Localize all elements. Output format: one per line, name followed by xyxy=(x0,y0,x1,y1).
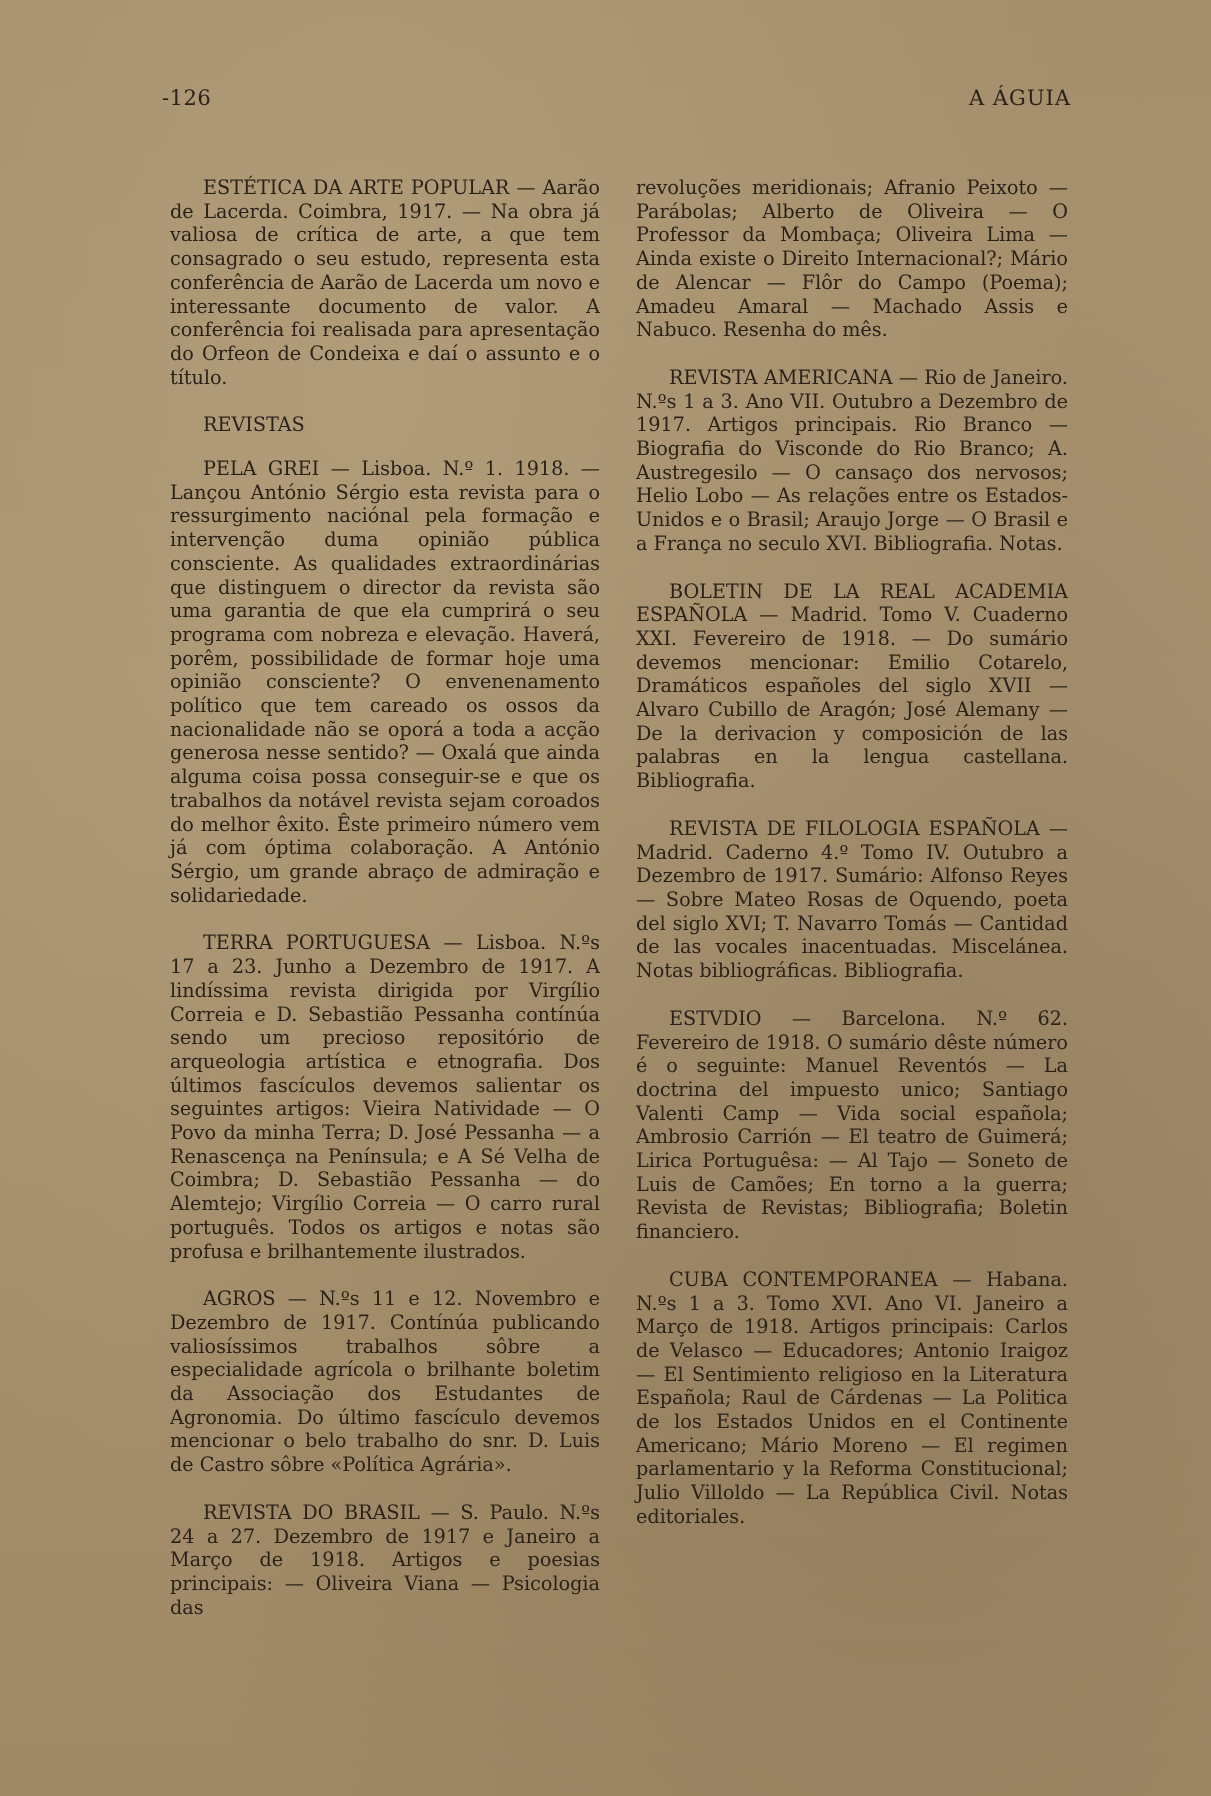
review-pela-grei: PELA GREI — Lisboa. N.º 1. 1918. — Lançou António Sérgio esta revista para o ressurgimento naciónal pela formação e intervenção duma opinião pública consciente. As qualidades extraordinárias que distinguem o director da revista são uma garantia de que ela cumprirá o seu programa com nobreza e elevação. Haverá, porêm, possibilidade de formar hoje uma opinião consciente? O envenenamento político que tem careado os ossos da nacionalidade não se oporá a toda a acção generosa nesse sentido? — Oxalá que ainda alguma coisa possa conseguir-se e que os trabalhos da notável revista sejam coroados do melhor êxito. Êste primeiro número vem já com óptima colaboração. A António Sérgio, um grande abraço de admiração e solidariedade. xyxy=(170,457,600,907)
review-revista-do-brasil-cont: revoluções meridionais; Afranio Peixoto — Parábolas; Alberto de Oliveira — O Professor da Mombaça; Oliveira Lima — Ainda existe o Direito Internacional?; Mário de Alencar — Flôr do Campo (Poema); Amadeu Amaral — Machado Assis e Nabuco. Resenha do mês. xyxy=(636,176,1068,342)
page-header xyxy=(162,86,1071,116)
review-cuba-contemporanea: CUBA CONTEMPORANEA — Habana. N.ºs 1 a 3. Tomo XVI. Ano VI. Janeiro a Março de 1918. Artigos principais: Carlos de Velasco — Educadores; Antonio Iraigoz — El Sentimiento religioso en la Literatura Española; Raul de Cárdenas — La Politica de los Estados Unidos en el Continente Americano; Mário Moreno — El regimen parlamentario y la Reforma Constitucional; Julio Villoldo — La República Civil. Notas editoriales. xyxy=(636,1267,1068,1528)
review-estetica: ESTÉTICA DA ARTE POPULAR — Aarão de Lacerda. Coimbra, 1917. — Na obra já valiosa de crítica de arte, a que tem consagrado o seu estudo, representa esta conferência de Aarão de Lacerda um novo e interessante documento de valor. A conferência foi realisada para apresentação do Orfeon de Condeixa e daí o assunto e o título. xyxy=(170,176,600,389)
review-boletin-real-academia: BOLETIN DE LA REAL ACADEMIA ESPAÑOLA — Madrid. Tomo V. Cuaderno XXI. Fevereiro de 1918. — Do sumário devemos mencionar: Emilio Cotarelo, Dramáticos españoles del siglo XVII — Alvaro Cubillo de Aragón; José Alemany — De la derivacion y composición de las palabras en la lengua castellana. Bibliografia. xyxy=(636,579,1068,793)
section-heading-revistas: REVISTAS xyxy=(203,413,305,437)
left-column xyxy=(170,176,600,1619)
review-estvdio: ESTVDIO — Barcelona. N.º 62. Fevereiro de 1918. O sumário dêste número é o seguinte: Manuel Reventós — La doctrina del impuesto unico; Santiago Valenti Camp — Vida social española; Ambrosio Carrión — El teatro de Guimerá; Lirica Portuguêsa: — Al Tajo — Soneto de Luis de Camões; En torno a la guerra; Revista de Revistas; Bibliografia; Boletin financiero. xyxy=(636,1006,1068,1244)
review-terra-portuguesa: TERRA PORTUGUESA — Lisboa. N.ºs 17 a 23. Junho a Dezembro de 1917. A lindíssima revista dirigida por Virgílio Correia e D. Sebastião Pessanha contínúa sendo um precioso repositório de arqueologia artística e etnografia. Dos últimos fascículos devemos salientar os seguintes artigos: Vieira Natividade — O Povo da minha Terra; D. José Pessanha — a Renascença na Península; e A Sé Velha de Coimbra; D. Sebastião Pessanha — do Alemtejo; Virgílio Correia — O carro rural português. Todos os artigos e notas são profusa e brilhantemente ilustrados. xyxy=(170,931,600,1263)
running-title: A ÁGUIA xyxy=(969,86,1071,110)
review-revista-do-brasil: REVISTA DO BRASIL — S. Paulo. N.ºs 24 a 27. Dezembro de 1917 e Janeiro a Março de 1918. Artigos e poesias principais: — Oliveira Viana — Psicologia das xyxy=(170,1500,600,1619)
review-revista-filologia: REVISTA DE FILOLOGIA ESPAÑOLA — Madrid. Caderno 4.º Tomo IV. Outubro a Dezembro de 1917. Sumário: Alfonso Reyes — Sobre Mateo Rosas de Oquendo, poeta del siglo XVI; T. Navarro Tomás — Cantidad de las vocales inacentuadas. Miscelánea. Notas bibliográficas. Bibliografia. xyxy=(636,816,1068,983)
review-revista-americana: REVISTA AMERICANA — Rio de Janeiro. N.ºs 1 a 3. Ano VII. Outubro a Dezembro de 1917. Artigos principais. Rio Branco — Biografia do Visconde do Rio Branco; A. Austregesilo — O cansaço dos nervosos; Helio Lobo — As relações entre os Estados-Unidos e o Brasil; Araujo Jorge — O Brasil e a França no seculo XVI. Bibliografia. Notas. xyxy=(636,365,1068,555)
page-number: -126 xyxy=(162,86,212,110)
review-agros: AGROS — N.ºs 11 e 12. Novembro e Dezembro de 1917. Contínúa publicando valiosíssimos trabalhos sôbre a especialidade agrícola o brilhante boletim da Associação dos Estudantes de Agronomia. Do último fascículo devemos mencionar o belo trabalho do snr. D. Luis de Castro sôbre «Política Agrária». xyxy=(170,1287,600,1477)
right-column xyxy=(636,176,1068,1529)
